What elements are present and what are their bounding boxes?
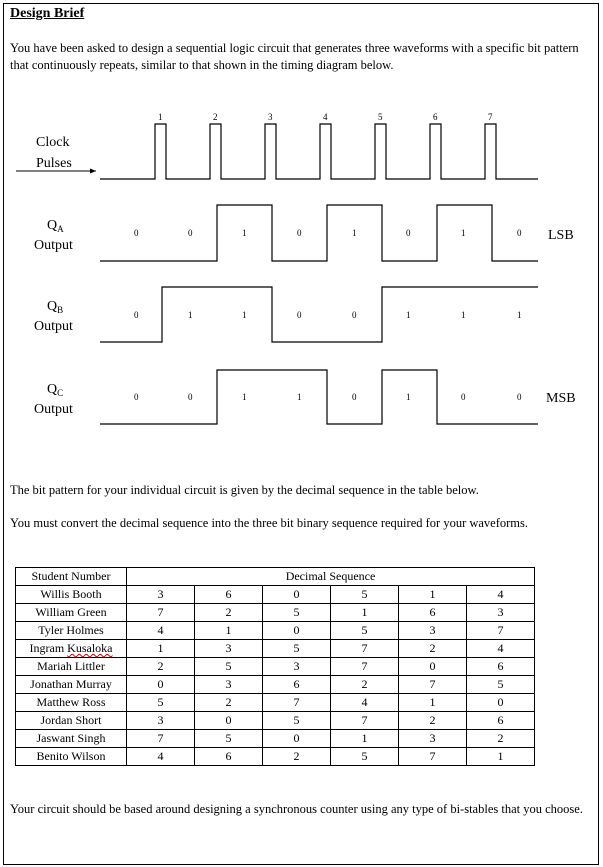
sequence-text-2: You must convert the decimal sequence into the three bit binary sequence required for your waveforms. (10, 516, 529, 530)
clock-number-4: 4 (323, 112, 328, 122)
sequence-value: 5 (263, 640, 331, 658)
qc-bit-label: 0 (352, 392, 357, 402)
student-name: Mariah Littler (16, 658, 127, 676)
table-row (16, 748, 535, 766)
qc-bit-label: 1 (406, 392, 411, 402)
qa-bit-label: 1 (461, 228, 466, 238)
intro-paragraph: You have been asked to design a sequential logic circuit that generates three waveforms with a specific bit pattern that continuously repeats, similar to that shown in the timing diagram below. (10, 41, 579, 72)
student-name: Benito Wilson (16, 748, 127, 766)
qb-bit-label: 1 (406, 310, 411, 320)
clock-waveform (100, 124, 538, 179)
sequence-value: 5 (195, 658, 263, 676)
table-row (16, 730, 535, 748)
sequence-value: 3 (263, 658, 331, 676)
student-name: Willis Booth (16, 586, 127, 604)
table-row (16, 586, 535, 604)
qc-bit-label: 1 (297, 392, 302, 402)
table-row (16, 676, 535, 694)
student-name: Jordan Short (16, 712, 127, 730)
qa-bit-label: 0 (517, 228, 522, 238)
qc-bit-label: 0 (461, 392, 466, 402)
sequence-value: 2 (127, 658, 195, 676)
clock-number-6: 6 (433, 112, 438, 122)
lsb-tag: LSB (548, 228, 574, 243)
table-row (16, 604, 535, 622)
qb-waveform (100, 287, 538, 342)
qb-bits (134, 310, 522, 320)
qb-bit-label: 1 (242, 310, 247, 320)
qa-bits (134, 228, 522, 238)
table-row (16, 712, 535, 730)
clock-number-3: 3 (268, 112, 273, 122)
sequence-value: 3 (467, 604, 535, 622)
sequence-value: 7 (399, 748, 467, 766)
sequence-value: 5 (331, 586, 399, 604)
sequence-value: 3 (127, 586, 195, 604)
sequence-value: 2 (399, 712, 467, 730)
sequence-value: 1 (399, 586, 467, 604)
sequence-value: 6 (195, 748, 263, 766)
sequence-value: 5 (127, 694, 195, 712)
table-row (16, 694, 535, 712)
sequence-value: 7 (331, 658, 399, 676)
sequence-value: 4 (467, 586, 535, 604)
table-row (16, 658, 535, 676)
sequence-value: 2 (467, 730, 535, 748)
sequence-text-1: The bit pattern for your individual circuit is given by the decimal sequence in the table below. (10, 483, 479, 497)
sequence-value: 7 (331, 712, 399, 730)
qa-bit-label: 0 (297, 228, 302, 238)
student-name: Matthew Ross (16, 694, 127, 712)
sequence-value: 0 (263, 586, 331, 604)
qb-label: $Q_B$ (47, 299, 64, 315)
qc-waveform (100, 370, 538, 424)
sequence-value: 5 (263, 604, 331, 622)
qb-bit-label: 1 (188, 310, 193, 320)
qa-label: $Q_A$ (47, 218, 64, 234)
sequence-value: 3 (399, 622, 467, 640)
sequence-value: 2 (331, 676, 399, 694)
sequence-value: 7 (399, 676, 467, 694)
pulses-label: Pulses (36, 156, 72, 171)
clock-arrow-head (90, 169, 96, 174)
qa-bit-label: 1 (242, 228, 247, 238)
qb-bit-label: 0 (352, 310, 357, 320)
sequence-value: 3 (195, 640, 263, 658)
table-row (16, 622, 535, 640)
sequence-value: 4 (467, 640, 535, 658)
qb-bit-label: 0 (134, 310, 139, 320)
closing-paragraph: Your circuit should be based around designing a synchronous counter using any type of bi-stables that you choose. (10, 802, 583, 816)
student-name: William Green (16, 604, 127, 622)
sequence-value: 4 (127, 748, 195, 766)
page-title: Design Brief (10, 6, 85, 21)
sequence-value: 6 (467, 712, 535, 730)
student-name: Tyler Holmes (16, 622, 127, 640)
sequence-value: 7 (127, 604, 195, 622)
sequence-value: 6 (399, 604, 467, 622)
sequence-value: 2 (195, 694, 263, 712)
qc-output-label: Output (34, 402, 73, 417)
sequence-value: 5 (467, 676, 535, 694)
table-body (16, 586, 535, 766)
qb-bit-label: 0 (297, 310, 302, 320)
sequence-value: 0 (195, 712, 263, 730)
msb-tag: MSB (546, 391, 576, 406)
qc-bits (134, 392, 522, 402)
sequence-value: 0 (467, 694, 535, 712)
qa-bit-label: 0 (188, 228, 193, 238)
sequence-value: 3 (399, 730, 467, 748)
sequence-value: 5 (263, 712, 331, 730)
sequence-value: 5 (331, 622, 399, 640)
sequence-value: 6 (467, 658, 535, 676)
sequence-value: 0 (127, 676, 195, 694)
sequence-value: 4 (331, 694, 399, 712)
qa-waveform (100, 205, 538, 261)
qc-bit-label: 0 (517, 392, 522, 402)
sequence-value: 5 (195, 730, 263, 748)
qc-label: $Q_C$ (47, 382, 64, 398)
sequence-value: 2 (195, 604, 263, 622)
qb-output-label: Output (34, 319, 73, 334)
qa-bit-label: 0 (406, 228, 411, 238)
sequence-value: 1 (127, 640, 195, 658)
student-sequence-table (15, 567, 535, 766)
sequence-value: 3 (195, 676, 263, 694)
sequence-value: 2 (399, 640, 467, 658)
sequence-value: 0 (399, 658, 467, 676)
sequence-value: 1 (331, 730, 399, 748)
clock-label: Clock (36, 135, 70, 150)
student-name: Ingram Kusaloka (16, 640, 127, 658)
sequence-value: 4 (127, 622, 195, 640)
student-number-header: Student Number (16, 568, 127, 586)
sequence-value: 0 (263, 622, 331, 640)
clock-number-2: 2 (213, 112, 218, 122)
qc-bit-label: 0 (134, 392, 139, 402)
qc-bit-label: 0 (188, 392, 193, 402)
sequence-value: 7 (127, 730, 195, 748)
table-header-row (16, 568, 535, 586)
sequence-value: 5 (331, 748, 399, 766)
sequence-value: 7 (467, 622, 535, 640)
sequence-value: 0 (263, 730, 331, 748)
qa-bit-label: 1 (352, 228, 357, 238)
sequence-value: 7 (331, 640, 399, 658)
decimal-sequence-header: Decimal Sequence (127, 568, 535, 586)
sequence-value: 1 (331, 604, 399, 622)
clock-number-7: 7 (488, 112, 493, 122)
sequence-value: 3 (127, 712, 195, 730)
sequence-value: 2 (263, 748, 331, 766)
clock-number-1: 1 (158, 112, 163, 122)
qa-output-label: Output (34, 238, 73, 253)
student-name: Jonathan Murray (16, 676, 127, 694)
sequence-value: 1 (399, 694, 467, 712)
sequence-value: 1 (467, 748, 535, 766)
qb-bit-label: 1 (461, 310, 466, 320)
clock-number-5: 5 (378, 112, 383, 122)
student-name: Jaswant Singh (16, 730, 127, 748)
sequence-value: 1 (195, 622, 263, 640)
sequence-value: 6 (195, 586, 263, 604)
qc-bit-label: 1 (242, 392, 247, 402)
qa-bit-label: 0 (134, 228, 139, 238)
table-row (16, 640, 535, 658)
qb-bit-label: 1 (517, 310, 522, 320)
sequence-value: 7 (263, 694, 331, 712)
sequence-value: 6 (263, 676, 331, 694)
